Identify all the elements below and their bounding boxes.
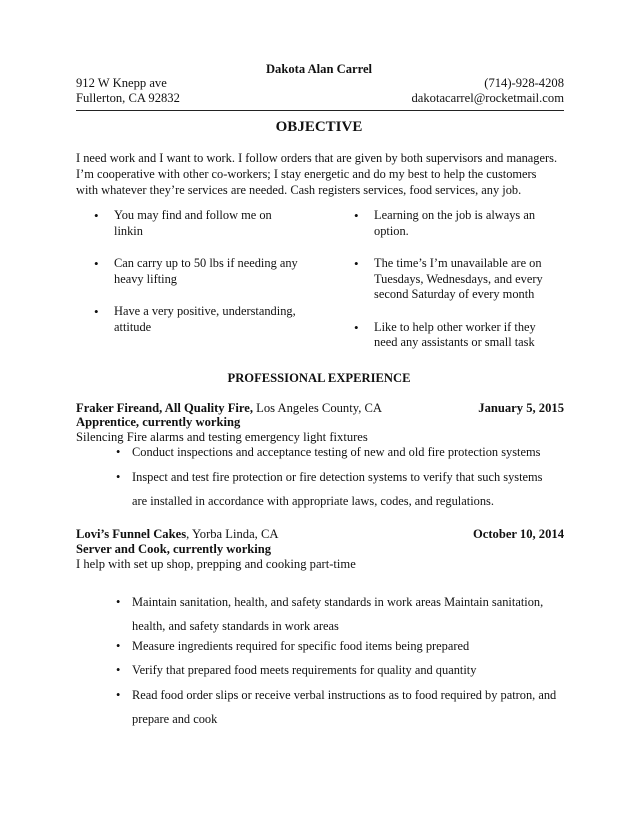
list-item: • Conduct inspections and acceptance testing of new and old fire protection systems xyxy=(116,440,582,464)
email-address: dakotacarrel@rocketmail.com xyxy=(411,91,564,105)
objective-heading: OBJECTIVE xyxy=(275,119,363,135)
list-item: • Like to help other worker if they need any assistants or small task xyxy=(352,320,582,351)
experience-heading: PROFESSIONAL EXPERIENCE xyxy=(227,371,411,385)
list-item: • Measure ingredients required for specific food items being prepared xyxy=(116,634,582,658)
address-line-1: 912 W Knepp ave xyxy=(76,76,167,90)
list-item: • Inspect and test fire protection or fire detection systems to verify that such systems are installed in accordance with appropriate laws, codes, and regulations. xyxy=(116,465,582,513)
address-line-2: Fullerton, CA 92832 xyxy=(76,91,180,105)
list-item: • Have a very positive, understanding, attitude xyxy=(92,304,322,335)
objective-line: with whatever they’re services are needed. Cash registers services, food services, any job. xyxy=(76,183,522,197)
objective-line: I’m cooperative with other co-workers; I stay energetic and do my best to help the customers xyxy=(76,167,537,181)
header-divider xyxy=(76,110,564,111)
job-date: January 5, 2015 xyxy=(478,401,564,415)
job-summary: I help with set up shop, prepping and cooking part-time xyxy=(76,557,356,571)
job-header xyxy=(76,401,564,416)
objective-text xyxy=(76,150,568,198)
employer-name: Lovi’s Funnel Cakes xyxy=(76,527,187,541)
list-item: • Verify that prepared food meets requirements for quality and quantity xyxy=(116,658,582,682)
list-item: • Can carry up to 50 lbs if needing any heavy lifting xyxy=(92,256,322,287)
applicant-name: Dakota Alan Carrel xyxy=(265,62,373,76)
employer-location: Los Angeles County, CA xyxy=(253,401,382,415)
job-header xyxy=(76,527,564,542)
objective-line: I need work and I want to work. I follow orders that are given by both supervisors and managers. xyxy=(76,151,558,165)
list-item: • The time’s I’m unavailable are on Tuesdays, Wednesdays, and every second Saturday of every month xyxy=(352,256,582,303)
phone-number: (714)-928-4208 xyxy=(484,76,564,90)
objective-bullets-left xyxy=(92,208,322,335)
employer-location: , Yorba Linda, CA xyxy=(186,527,279,541)
list-item: • You may find and follow me on linkin xyxy=(92,208,322,239)
job-title: Apprentice, currently working xyxy=(76,415,241,429)
job-summary: Silencing Fire alarms and testing emergency light fixtures xyxy=(76,430,368,444)
list-item: • Read food order slips or receive verbal instructions as to food required by patron, and prepare and cook xyxy=(116,683,582,731)
list-item: • Learning on the job is always an option. xyxy=(352,208,582,239)
employer-name: Fraker Fireand, All Quality Fire, xyxy=(76,401,254,415)
list-item: • Maintain sanitation, health, and safety standards in work areas Maintain sanitation, health, and safety standards in work areas xyxy=(116,590,582,638)
objective-bullets-right xyxy=(352,208,582,351)
job-date: October 10, 2014 xyxy=(472,527,564,541)
job-title: Server and Cook, currently working xyxy=(76,542,272,556)
